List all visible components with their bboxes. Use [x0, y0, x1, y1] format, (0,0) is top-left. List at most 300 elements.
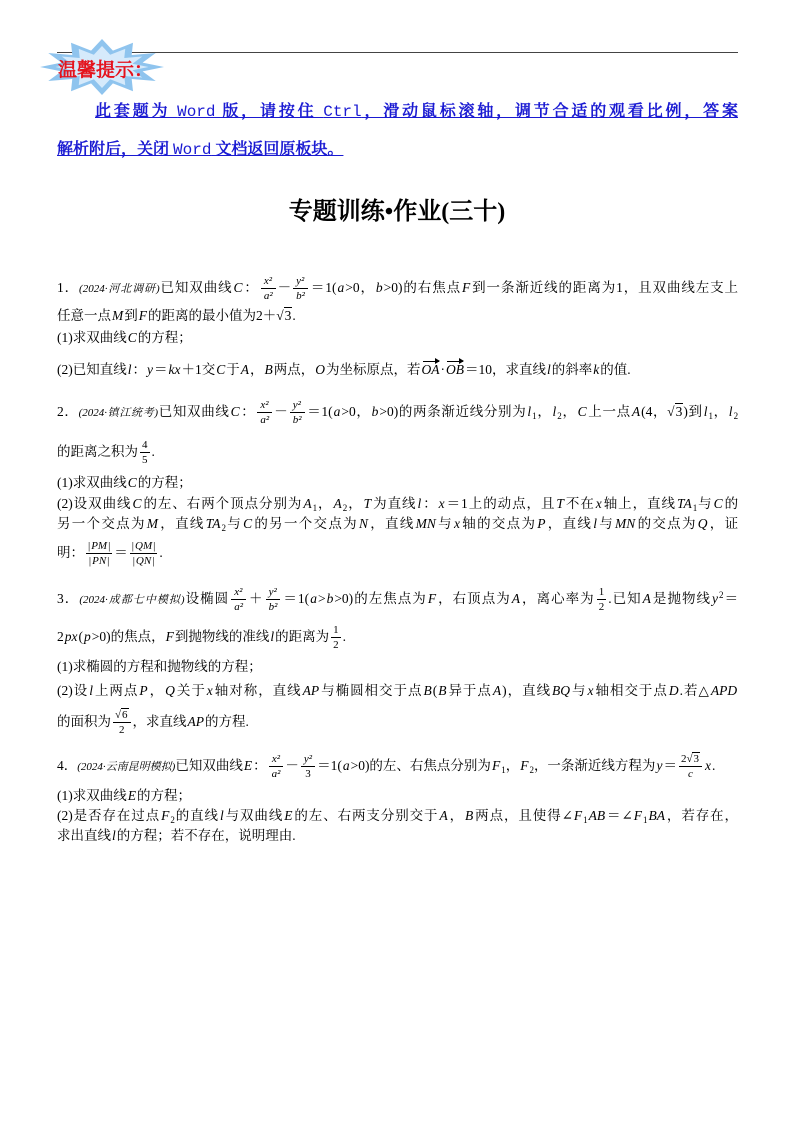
fraction [130, 540, 158, 567]
math-variable: l [127, 362, 132, 377]
text-run: 1 [333, 624, 339, 637]
text-run: >0， [341, 404, 371, 419]
text-run: ＝ [723, 591, 739, 606]
math-variable: D [668, 683, 679, 698]
text-run: 与双曲线 [224, 808, 284, 823]
text-run: 3 [305, 768, 311, 781]
math-variable: l [547, 362, 551, 377]
math-variable: F [427, 591, 437, 606]
denominator [290, 413, 305, 426]
math-variable: l [703, 404, 708, 419]
text-run: ，若存在， [666, 808, 739, 823]
fraction [597, 586, 607, 613]
math-variable: A [303, 496, 312, 511]
math-variable: A [511, 591, 521, 606]
text-run: . [151, 444, 155, 459]
subscript: 1 [643, 815, 648, 825]
text-run: 与 [571, 683, 587, 698]
text-run: 文档返回原板块。 [211, 141, 344, 158]
square-root [276, 307, 292, 323]
math-variable: N [358, 516, 368, 531]
math-variable: px [64, 629, 78, 644]
radicand: 3 [693, 753, 699, 766]
math-variable: C [132, 496, 142, 511]
math-variable: y [656, 758, 663, 773]
numerator [261, 275, 276, 289]
denominator [331, 638, 341, 651]
subscript: 2 [733, 411, 739, 421]
text-run: ＝1( [306, 404, 333, 419]
math-variable: E [243, 758, 253, 773]
math-variable: F [633, 808, 643, 823]
tip-badge [40, 39, 166, 97]
math-variable: l [112, 828, 116, 843]
text-run: 5 [142, 454, 148, 467]
text-run: >0)的右焦点 [383, 280, 461, 295]
text-run: ＝ [663, 758, 677, 773]
text-run: >0， [345, 280, 375, 295]
math-variable: y² [303, 753, 313, 766]
source-label: (2024·云南昆明模拟) [77, 761, 176, 773]
subscript: 1 [501, 765, 506, 775]
text-run: | [152, 555, 155, 568]
numerator [113, 709, 131, 723]
math-variable: C [233, 280, 243, 295]
text-run: ： [243, 280, 259, 295]
math-variable: l [270, 629, 275, 644]
text-run: 与 [697, 496, 713, 511]
text-run: ： [422, 496, 438, 511]
text-run: 明： [57, 545, 84, 560]
text-run: 另一个交点为 [57, 516, 146, 531]
math-variable: x [453, 516, 460, 531]
math-variable: x [704, 758, 711, 773]
text-run: 两点， [273, 362, 315, 377]
math-variable: y² [296, 275, 305, 288]
math-variable: a [310, 591, 317, 606]
text-run: 到抛物线的准线 [174, 629, 270, 644]
text-run: 的距离之积为 [57, 444, 138, 459]
notice-line [57, 135, 738, 165]
subscript: 1 [708, 411, 713, 421]
text-run: ＝1上的动点，且 [445, 496, 556, 511]
math-variable: MN [615, 516, 636, 531]
text-run: 已知双曲线 [175, 758, 243, 773]
denominator [130, 554, 158, 567]
math-variable: BA [648, 808, 666, 823]
math-variable: p [84, 629, 91, 644]
text-run: 的距离的最小值为2＋ [148, 308, 277, 323]
math-variable: F [138, 308, 147, 323]
text-run: 的方程. [205, 714, 249, 729]
math-variable: l [728, 404, 733, 419]
fraction [231, 586, 246, 613]
math-variable: b [371, 404, 379, 419]
math-variable: y² [292, 399, 301, 412]
math-variable: x² [263, 275, 272, 288]
fraction [140, 439, 150, 466]
text-run: · [440, 362, 446, 377]
math-variable: l [593, 516, 597, 531]
math-variable: PM [91, 540, 108, 553]
math-variable: T [363, 496, 372, 511]
text-run: ＝1( [317, 758, 342, 773]
source-label: (2024·河北调研) [79, 283, 160, 295]
text-run: 求出直线 [57, 828, 111, 843]
math-variable: kx [168, 362, 181, 377]
text-run: >0)的两条渐近线分别为 [379, 404, 527, 419]
math-variable: O [315, 362, 326, 377]
math-variable: F [491, 758, 501, 773]
question-stem-line [57, 437, 738, 467]
text-run: ，直线 [368, 516, 415, 531]
text-run: 2 [333, 639, 339, 652]
math-variable: C [127, 475, 137, 490]
text-run: | [108, 540, 111, 553]
subscript: 1 [312, 503, 318, 513]
text-run: 的斜率 [551, 362, 593, 377]
text-run: | [131, 540, 134, 553]
text-run: 1． [57, 280, 80, 295]
text-run: 与 [225, 516, 243, 531]
text-run: ，右顶点为 [437, 591, 511, 606]
text-run: ， [505, 758, 520, 773]
math-variable: a [333, 404, 341, 419]
text-run: 1 [598, 586, 605, 599]
subscript: 2 [557, 411, 562, 421]
math-variable: x² [260, 399, 269, 412]
fraction [257, 399, 272, 426]
math-variable: l [527, 404, 532, 419]
text-run: (2)是否存在过点 [57, 808, 161, 823]
text-run: )到 [683, 404, 703, 419]
text-run: ，直线 [546, 516, 593, 531]
text-run: . [711, 758, 716, 773]
text-run: 的直线 [174, 808, 219, 823]
text-run: 的方程；若不存在，说明理由. [116, 828, 296, 843]
text-run: ，证 [708, 516, 739, 531]
text-run: － [285, 758, 299, 773]
numerator [331, 624, 341, 638]
numerator [293, 275, 308, 289]
fraction [113, 709, 131, 736]
text-run: . [292, 308, 296, 323]
text-run: ＋1交 [181, 362, 216, 377]
question-stem-line [57, 751, 738, 781]
text-run: 任意一点 [57, 308, 111, 323]
math-variable: a² [260, 414, 270, 427]
text-run: ： [240, 404, 256, 419]
math-variable: x [438, 496, 445, 511]
text-run: 轴上，直线 [602, 496, 676, 511]
text-run: | [153, 540, 156, 553]
denominator [231, 600, 246, 613]
text-run: ＝∠ [606, 808, 633, 823]
numerator [86, 540, 112, 554]
square-root [686, 752, 700, 765]
text-run: ，离心率为 [521, 591, 595, 606]
question-stem-line [57, 584, 738, 614]
math-variable: E [284, 808, 293, 823]
math-variable: x [595, 496, 602, 511]
text-run: 的另一个交点为 [253, 516, 358, 531]
math-variable: a² [234, 601, 243, 614]
math-variable: x² [234, 586, 243, 599]
math-variable: AP [302, 683, 320, 698]
superscript: 2 [719, 590, 724, 600]
text-run: (2)设双曲线 [57, 496, 132, 511]
text-run: ＝ [114, 545, 128, 560]
math-variable: B [264, 362, 273, 377]
text-run: 的方程； [137, 475, 192, 490]
text-run: 上两点 [93, 683, 139, 698]
math-variable: A [439, 808, 448, 823]
text-run: ，直线 [159, 516, 205, 531]
text-run: 于 [226, 362, 240, 377]
math-variable: b [326, 591, 334, 606]
text-run: ： [253, 758, 267, 773]
math-variable: AB [588, 808, 606, 823]
source-label: (2024·成都七中模拟) [79, 594, 185, 606]
text-run: 的方程； [137, 330, 192, 345]
math-variable: B [438, 683, 447, 698]
math-variable: PN [92, 555, 107, 568]
denominator [266, 600, 281, 613]
math-variable: M [112, 308, 124, 323]
math-variable: x² [271, 753, 281, 766]
text-run: .已知 [608, 591, 642, 606]
sub-question-line [57, 707, 738, 737]
math-variable: M [146, 516, 159, 531]
question-stem-line [57, 622, 738, 652]
text-run: ， [148, 683, 165, 698]
text-run: ， [347, 496, 363, 511]
text-run: ： [132, 362, 147, 377]
text-run: )，直线 [502, 683, 552, 698]
fraction [261, 275, 276, 302]
sub-question-line [57, 355, 738, 385]
subscript: 2 [529, 765, 534, 775]
tip-label: 温馨提示： [58, 59, 154, 81]
numerator [140, 439, 150, 453]
text-run: ， [250, 362, 264, 377]
math-variable: l [552, 404, 557, 419]
denominator [257, 413, 272, 426]
math-variable: y [147, 362, 154, 377]
text-run: 3． [57, 591, 80, 606]
math-variable: QN [135, 555, 152, 568]
subscript: 1 [532, 411, 537, 421]
vector: OA [421, 362, 440, 377]
text-run: (1)求双曲线 [57, 330, 127, 345]
text-run: ＝10，求直线 [465, 362, 547, 377]
math-variable: x [587, 683, 594, 698]
text-run: 两点，且使得∠ [474, 808, 573, 823]
numerator [130, 540, 158, 554]
text-run: ＋ [248, 591, 264, 606]
math-variable: BQ [552, 683, 571, 698]
text-run: 此套题为 [95, 103, 178, 120]
math-variable: T [556, 496, 564, 511]
text-run: 4． [57, 758, 78, 773]
text-run: 是抛物线 [651, 591, 712, 606]
numerator [269, 753, 284, 767]
math-variable: F [165, 629, 174, 644]
vector: OB [446, 362, 465, 377]
text-run: (2)设 [57, 683, 89, 698]
text-run: － [274, 404, 288, 419]
text-run: | [107, 555, 110, 568]
text-run: (2)已知直线 [57, 362, 127, 377]
text-run: >0)的焦点， [91, 629, 165, 644]
math-variable: AP [187, 714, 205, 729]
math-variable: E [127, 788, 136, 803]
math-variable: l [89, 683, 93, 698]
text-run: 的交点为 [636, 516, 697, 531]
text-run: 上一点 [587, 404, 631, 419]
text-run: >0)的左焦点为 [334, 591, 427, 606]
text-run: 2． [57, 404, 79, 419]
math-variable: B [465, 808, 474, 823]
text-run: 不在 [564, 496, 595, 511]
numerator [257, 399, 272, 413]
fraction [290, 399, 305, 426]
text-run: (1)求双曲线 [57, 788, 127, 803]
math-variable: F [520, 758, 529, 773]
math-variable: C [216, 362, 226, 377]
text-run: － [277, 280, 292, 295]
math-variable: a² [271, 768, 281, 781]
text-run: . [342, 629, 346, 644]
fraction [331, 624, 341, 651]
text-run: 关于 [175, 683, 206, 698]
text-run: .若△ [679, 683, 710, 698]
subscript: 1 [692, 503, 698, 513]
fraction [269, 753, 284, 780]
math-variable: a² [263, 290, 273, 303]
subscript: 2 [342, 503, 348, 513]
text-run: 到 [124, 308, 138, 323]
subscript: 2 [221, 523, 226, 533]
math-variable: P [537, 516, 546, 531]
text-run: 的左、右两个顶点分别为 [142, 496, 303, 511]
radicand: 3 [675, 404, 683, 419]
math-variable: Q [165, 683, 175, 698]
sub-question-line [57, 821, 738, 851]
text-run: ＝1( [282, 591, 310, 606]
math-variable: APD [710, 683, 738, 698]
math-variable: b² [296, 290, 305, 303]
text-run: 2 [119, 724, 125, 737]
text-run: (4， [641, 404, 668, 419]
text-run: ， [536, 404, 552, 419]
fraction [301, 753, 315, 780]
text-run: ( [432, 683, 438, 698]
text-run: 轴对称，直线 [213, 683, 302, 698]
question-stem-line [57, 273, 738, 303]
text-run: ， [712, 404, 728, 419]
math-variable: MN [415, 516, 436, 531]
math-variable: F [573, 808, 583, 823]
fraction [266, 586, 281, 613]
math-variable: P [139, 683, 148, 698]
math-variable: C [230, 404, 240, 419]
math-variable: y [712, 591, 719, 606]
math-variable: A [240, 362, 250, 377]
math-variable: l [219, 808, 224, 823]
text-run: ＝1( [309, 280, 337, 295]
math-variable: C [243, 516, 253, 531]
math-variable: A [492, 683, 502, 698]
math-variable: a [342, 758, 350, 773]
math-variable: C [127, 330, 137, 345]
notice-line [95, 97, 738, 127]
page-title: 专题训练•作业(三十) [288, 199, 506, 225]
text-run: ， [448, 808, 465, 823]
subscript: 2 [170, 815, 175, 825]
text-run: 与椭圆相交于点 [320, 683, 423, 698]
text-run: 到一条渐近线的距离为1，且双曲线左支上 [471, 280, 739, 295]
math-variable: QM [135, 540, 153, 553]
math-variable: c [688, 768, 693, 781]
square-root [667, 403, 683, 419]
denominator [140, 453, 150, 466]
denominator [86, 554, 112, 567]
denominator [679, 767, 702, 780]
text-run: 的面积为 [57, 714, 111, 729]
sub-question-line [57, 323, 738, 353]
text-run: ，一条渐近线方程为 [533, 758, 656, 773]
text-run: 为坐标原点，若 [326, 362, 421, 377]
text-run: 设椭圆 [184, 591, 230, 606]
math-variable: b [375, 280, 383, 295]
math-variable: y² [268, 586, 277, 599]
text-run: 异于点 [447, 683, 492, 698]
text-run: . [159, 545, 163, 560]
math-variable: B [423, 683, 432, 698]
sub-question-line [57, 509, 738, 539]
text-run: | [88, 540, 91, 553]
text-run: 2 [57, 629, 64, 644]
numerator [301, 753, 315, 767]
code-term: Word [177, 103, 216, 121]
math-variable: A [642, 591, 651, 606]
question-stem-line [57, 397, 738, 427]
denominator [113, 723, 131, 736]
radicand: 6 [122, 709, 128, 722]
text-run: ，求直线 [132, 714, 187, 729]
text-run: 的方程； [137, 788, 191, 803]
text-run: ， [317, 496, 333, 511]
subscript: 1 [583, 815, 588, 825]
math-variable: F [161, 808, 170, 823]
sub-question-line [57, 538, 738, 568]
numerator [290, 399, 305, 413]
text-run: 2 [680, 753, 687, 766]
text-run: ＝ [154, 362, 168, 377]
denominator [269, 767, 284, 780]
math-variable: b² [292, 414, 302, 427]
math-variable: b² [268, 601, 278, 614]
math-variable: Q [697, 516, 708, 531]
code-term: Ctrl [323, 103, 362, 121]
code-term: Word [173, 141, 212, 159]
numerator [266, 586, 281, 600]
text-run: 为直线 [372, 496, 417, 511]
text-run: (1)求椭圆的方程和抛物线的方程； [57, 659, 262, 674]
numerator [679, 753, 702, 767]
fraction [86, 540, 112, 567]
